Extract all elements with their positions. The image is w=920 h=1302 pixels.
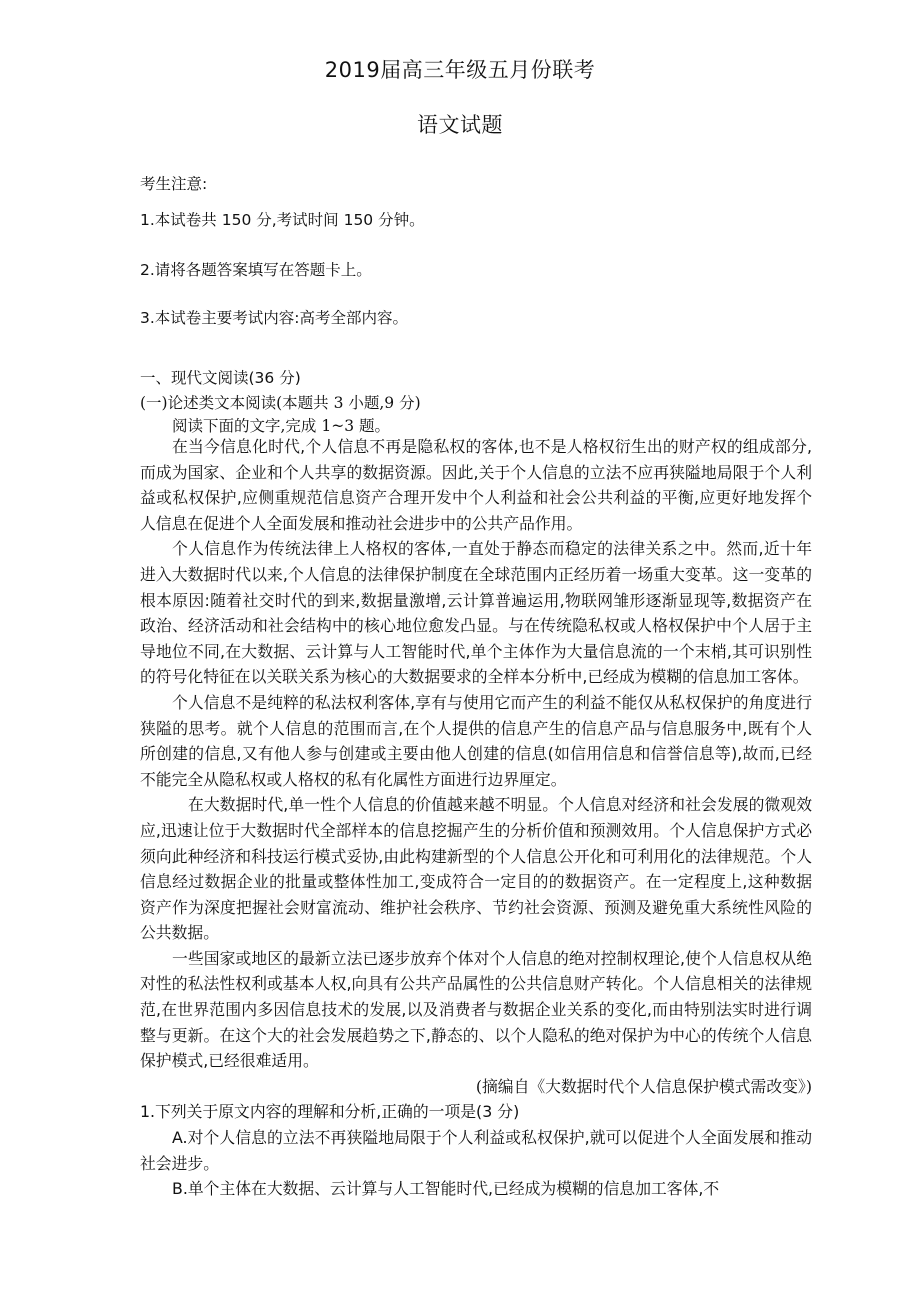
exam-subject: 语文试题 [417,113,503,137]
notice-item: 3.本试卷主要考试内容:高考全部内容。 [140,309,409,327]
section-subheading: (一)论述类文本阅读(本题共 3 小题,9 分) [140,394,421,412]
reading-instruction: 阅读下面的文字,完成 1~3 题。 [172,417,390,435]
question-stem: 1.下列关于原文内容的理解和分析,正确的一项是(3 分) [140,1102,520,1122]
passage-paragraph: 在当今信息化时代,个人信息不再是隐私权的客体,也不是人格权衍生出的财产权的组成部分,而成为国家、企业和个人共享的数据资源。因此,关于个人信息的立法不应再狭隘地局限于个人利益或私权保护,应侧重规范信息资产合理开发中个人利益和社会公共利益的平衡,应更好地发挥个人信息在促进个人全面发展和推动社会进步中的公共产品作用。 [140,437,812,533]
passage-paragraph: 在大数据时代,单一性个人信息的价值越来越不明显。个人信息对经济和社会发展的微观效应,迅速让位于大数据时代全部样本的信息挖掘产生的分析价值和预测效用。个人信息保护方式必须向此种经济和科技运行模式妥协,由此构建新型的个人信息公开化和可利用化的法律规范。个人信息经过数据企业的批量或整体性加工,变成符合一定目的的数据资产。在一定程度上,这种数据资产作为深度把握社会财富流动、维护社会秩序、节约社会资源、预测及避免重大系统性风险的公共数据。 [140,795,812,943]
passage-paragraph: 一些国家或地区的最新立法已逐步放弃个体对个人信息的绝对控制权理论,使个人信息权从绝对性的私法性权利或基本人权,向具有公共产品属性的公共信息财产转化。个人信息相关的法律规范,在世界范围内多因信息技术的发展,以及消费者与数据企业关系的变化,而由特别法实时进行调整与更新。在这个大的社会发展趋势之下,静态的、以个人隐私的绝对保护为中心的传统个人信息保护模式,已经很难适用。 [140,948,812,1071]
question-option-a: A.对个人信息的立法不再狭隘地局限于个人利益或私权保护,就可以促进个人全面发展和推动社会进步。 [140,1128,812,1173]
notice-item: 2.请将各题答案填写在答题卡上。 [140,261,372,279]
question-option-b: B.单个主体在大数据、云计算与人工智能时代,已经成为模糊的信息加工客体,不 [172,1179,720,1199]
notice-heading: 考生注意: [140,175,208,193]
passage-source: (摘编自《大数据时代个人信息保护模式需改变》) [475,1076,812,1096]
notice-item: 1.本试卷共 150 分,考试时间 150 分钟。 [140,211,425,229]
section-heading: 一、现代文阅读(36 分) [140,369,301,387]
passage [140,434,812,1202]
passage-paragraph: 个人信息作为传统法律上人格权的客体,一直处于静态而稳定的法律关系之中。然而,近十年进入大数据时代以来,个人信息的法律保护制度在全球范围内正经历着一场重大变革。这一变革的根本原因:随着社交时代的到来,数据量激增,云计算普遍运用,物联网雏形逐渐显现等,数据资产在政治、经济活动和社会结构中的核心地位愈发凸显。与在传统隐私权或人格权保护中个人居于主导地位不同,在大数据、云计算与人工智能时代,单个主体作为大量信息流的一个末梢,其可识别性的符号化特征在以关联关系为核心的大数据要求的全样本分析中,已经成为模糊的信息加工客体。 [140,539,812,687]
exam-title: 2019届高三年级五月份联考 [324,58,596,82]
passage-paragraph: 个人信息不是纯粹的私法权利客体,享有与使用它而产生的利益不能仅从私权保护的角度进行狭隘的思考。就个人信息的范围而言,在个人提供的信息产生的信息产品与信息服务中,既有个人所创建的信息,又有他人参与创建或主要由他人创建的信息(如信用信息和信誉信息等),故而,已经不能完全从隐私权或人格权的私有化属性方面进行边界厘定。 [140,692,812,789]
